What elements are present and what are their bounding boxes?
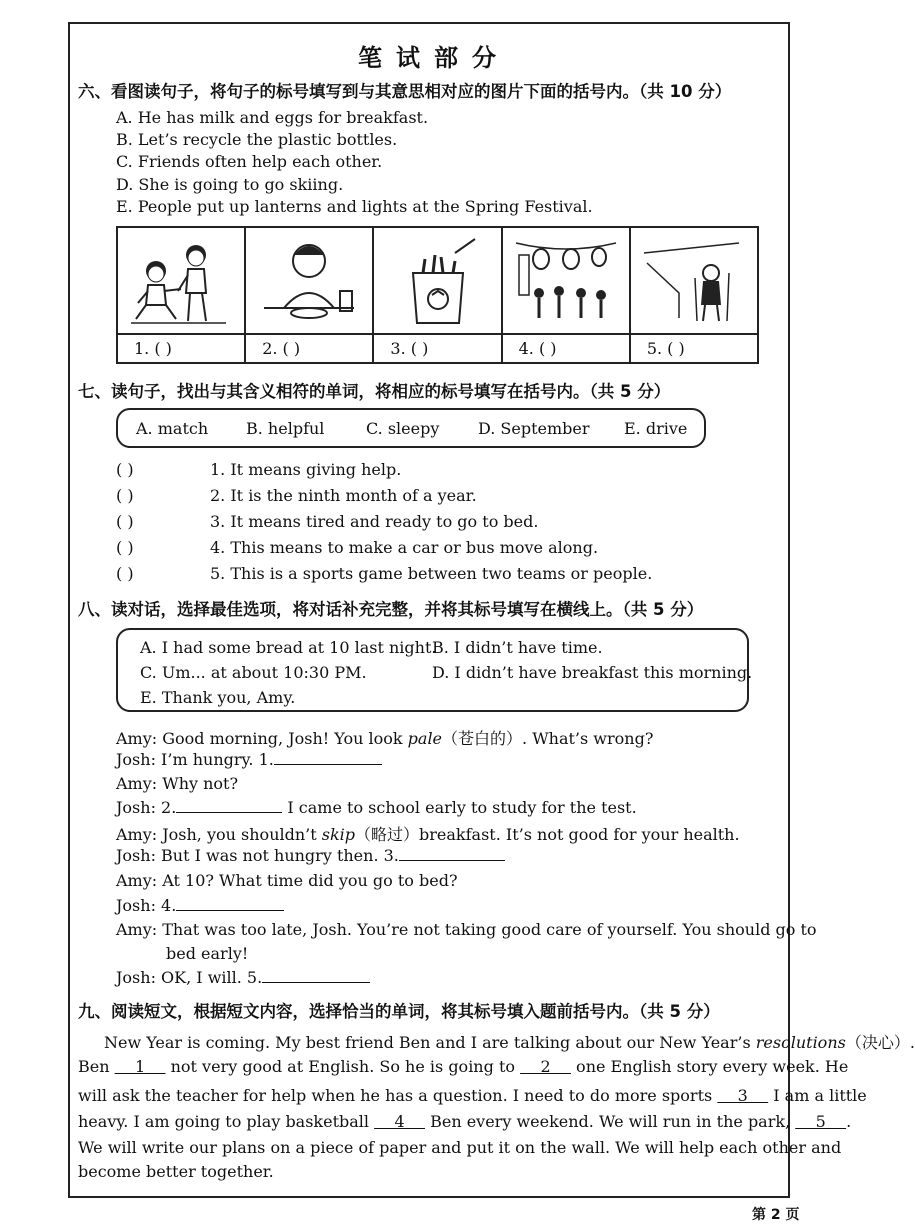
answer-blank-3[interactable]	[399, 846, 505, 861]
passage-line-6: become better together.	[78, 1162, 274, 1181]
passage-text: Ben every weekend. We will run in the park,	[425, 1112, 796, 1131]
dialogue-text: Amy: Josh, you shouldn’t	[116, 825, 322, 844]
item-text-3: 3. It means tired and ready to go to bed.	[210, 512, 539, 531]
answer-blank-4[interactable]	[176, 896, 284, 911]
section8-heading: 八、读对话，选择最佳选项，将对话补充完整，并将其标号填写在横线上。（共 5 分）	[78, 600, 704, 619]
dialogue-line-11	[116, 968, 370, 987]
passage-italic: resolutions	[755, 1033, 846, 1052]
passage-text: will ask the teacher for help when he has a question. I need to do more sports	[78, 1086, 718, 1105]
sentence-d: D. She is going to go skiing.	[116, 175, 344, 194]
word-e: E. drive	[624, 419, 688, 438]
item-text-1: 1. It means giving help.	[210, 460, 402, 479]
dialogue-line-5	[116, 822, 740, 845]
word-c: C. sleepy	[366, 419, 440, 438]
item-text-4: 4. This means to make a car or bus move along.	[210, 538, 599, 557]
section9-heading: 九、阅读短文，根据短文内容，选择恰当的单词，将其标号填入题前括号内。（共 5 分）	[78, 1002, 720, 1021]
passage-blank-4[interactable]: 4	[374, 1112, 425, 1131]
kids-helping-icon	[126, 233, 236, 328]
dialogue-line-1	[116, 726, 653, 749]
picture-label-5: 5. ( )	[646, 339, 685, 358]
page-title: 笔试部分	[358, 44, 510, 72]
option-c: C. Um... at about 10:30 PM.	[140, 663, 367, 682]
passage-text: New Year is coming. My best friend Ben and I are talking about our New Year’s	[104, 1033, 756, 1052]
dialogue-text: I came to school early to study for the test.	[282, 798, 637, 817]
dialogue-italic: skip	[321, 825, 356, 844]
picture-cell	[374, 228, 502, 362]
dialogue-text: Josh: 2.	[116, 798, 177, 817]
dialogue-line-9: Amy: That was too late, Josh. You’re not taking good care of yourself. You should go to	[116, 920, 817, 939]
passage-blank-1[interactable]: 1	[114, 1057, 166, 1076]
section7-heading: 七、读句子，找出与其含义相符的单词，将相应的标号填写在括号内。（共 5 分）	[78, 382, 671, 401]
spring-festival-icon	[511, 233, 621, 328]
answer-bracket-5[interactable]: ( )	[116, 564, 134, 583]
sentence-b: B. Let’s recycle the plastic bottles.	[116, 130, 398, 149]
answer-blank-1[interactable]	[274, 750, 382, 765]
item-text-2: 2. It is the ninth month of a year.	[210, 486, 477, 505]
picture-strip	[116, 226, 759, 364]
dialogue-text: （略过）breakfast. It’s not good for your health.	[355, 825, 740, 844]
dialogue-line-2	[116, 750, 382, 769]
picture-cell	[631, 228, 757, 362]
passage-line-1	[104, 1030, 915, 1053]
dialogue-text: Josh: I’m hungry. 1.	[116, 750, 274, 769]
breakfast-boy-icon	[254, 233, 364, 328]
passage-blank-3[interactable]: 3	[717, 1086, 769, 1105]
recycle-bin-icon	[383, 233, 493, 328]
passage-text: one English story every week. He	[570, 1057, 849, 1076]
picture-cell	[118, 228, 246, 362]
passage-text: .	[846, 1112, 852, 1131]
dialogue-line-10: bed early!	[166, 944, 249, 963]
passage-text: not very good at English. So he is going to	[165, 1057, 521, 1076]
picture-label-2: 2. ( )	[262, 339, 301, 358]
dialogue-text: Josh: But I was not hungry then. 3.	[116, 846, 399, 865]
passage-text: I am a little	[768, 1086, 867, 1105]
page-number: 第 2 页	[752, 1207, 800, 1223]
item-text-5: 5. This is a sports game between two teams or people.	[210, 564, 653, 583]
picture-label-3: 3. ( )	[390, 339, 429, 358]
passage-line-3	[78, 1086, 867, 1105]
dialogue-line-6	[116, 846, 505, 865]
dialogue-line-7: Amy: At 10? What time did you go to bed?	[116, 871, 458, 890]
answer-blank-2[interactable]	[176, 798, 282, 813]
picture-label-4: 4. ( )	[518, 339, 557, 358]
word-a: A. match	[136, 419, 209, 438]
picture-label-1: 1. ( )	[134, 339, 172, 358]
word-box	[116, 408, 706, 448]
passage-line-4	[78, 1112, 851, 1131]
sentence-c: C. Friends often help each other.	[116, 152, 383, 171]
passage-text: Ben	[78, 1057, 115, 1076]
passage-text: heavy. I am going to play basketball	[78, 1112, 375, 1131]
dialogue-text: Josh: 4.	[116, 896, 177, 915]
dialogue-text: Amy: Good morning, Josh! You look	[116, 729, 408, 748]
answer-bracket-1[interactable]: ( )	[116, 460, 134, 479]
option-e: E. Thank you, Amy.	[140, 688, 296, 707]
answer-bracket-4[interactable]: ( )	[116, 538, 134, 557]
dialogue-line-3: Amy: Why not?	[116, 774, 239, 793]
word-d: D. September	[478, 419, 590, 438]
options-box	[116, 628, 753, 712]
picture-cell	[246, 228, 374, 362]
skiing-girl-icon	[639, 233, 749, 328]
dialogue-line-8	[116, 896, 284, 915]
answer-blank-5[interactable]	[262, 968, 370, 983]
option-d: D. I didn’t have breakfast this morning.	[432, 663, 753, 682]
passage-text: （决心）.	[845, 1033, 915, 1052]
picture-cell	[503, 228, 631, 362]
answer-bracket-3[interactable]: ( )	[116, 512, 134, 531]
answer-bracket-2[interactable]: ( )	[116, 486, 134, 505]
dialogue-text: （苍白的）. What’s wrong?	[442, 729, 654, 748]
dialogue-line-4	[116, 798, 637, 817]
passage-line-5: We will write our plans on a piece of paper and put it on the wall. We will help each other and	[78, 1138, 842, 1157]
dialogue-italic: pale	[407, 729, 443, 748]
passage-line-2	[78, 1057, 848, 1076]
section6-heading: 六、看图读句子，将句子的标号填写到与其意思相对应的图片下面的括号内。（共 10 分）	[78, 82, 732, 101]
sentence-a: A. He has milk and eggs for breakfast.	[116, 108, 429, 127]
option-a: A. I had some bread at 10 last night.	[140, 638, 437, 657]
dialogue-text: Josh: OK, I will. 5.	[116, 968, 263, 987]
passage-blank-2[interactable]: 2	[520, 1057, 571, 1076]
word-b: B. helpful	[246, 419, 325, 438]
sentence-e: E. People put up lanterns and lights at the Spring Festival.	[116, 197, 593, 216]
option-b: B. I didn’t have time.	[432, 638, 603, 657]
passage-blank-5[interactable]: 5	[795, 1112, 847, 1131]
